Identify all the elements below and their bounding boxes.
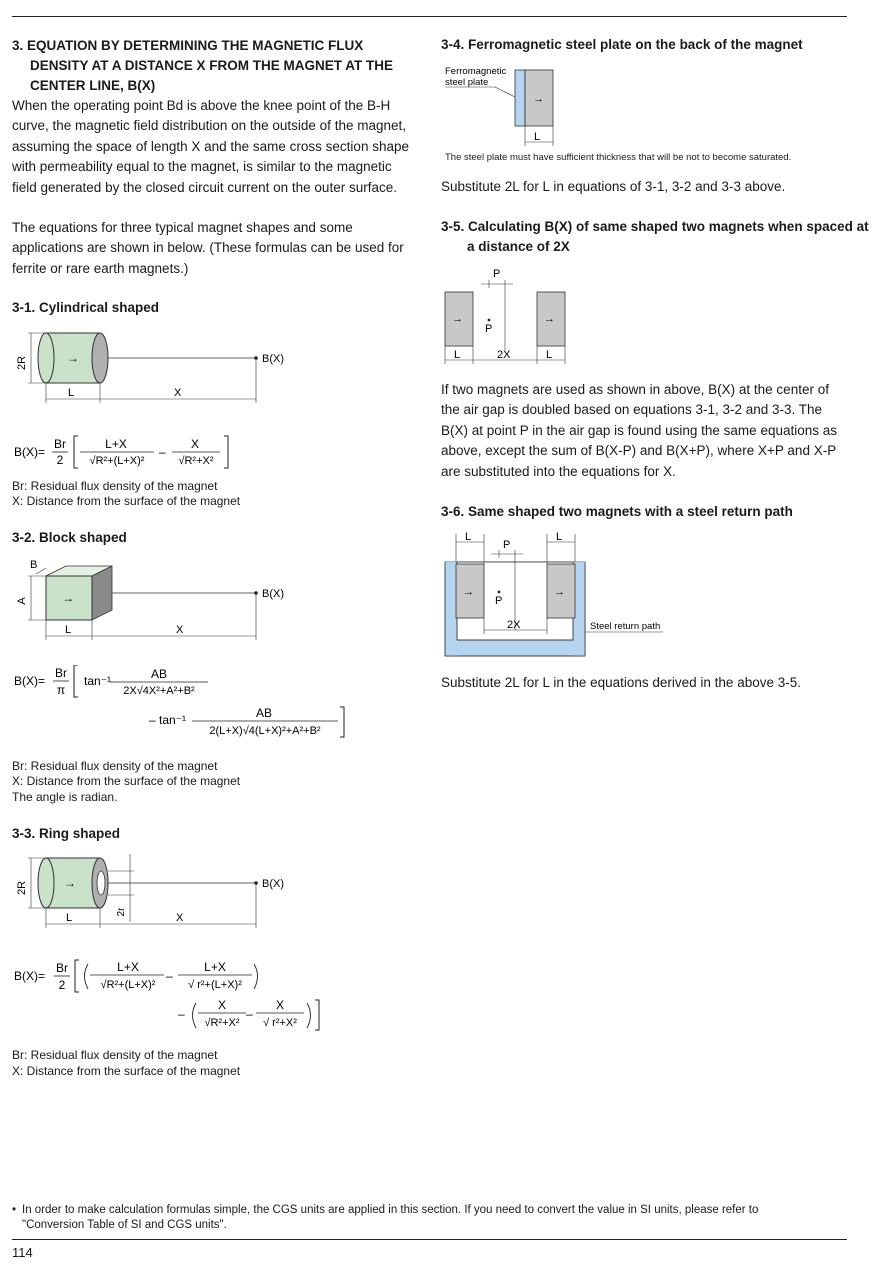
svg-text:2X√4X²+A²+B²: 2X√4X²+A²+B² [123,685,195,697]
svg-text:P: P [493,268,501,280]
diagram-cylinder [12,325,312,405]
svg-text:2X: 2X [497,349,511,361]
arrow-icon: → [533,93,544,105]
heading-3-2: 3-2. Block shaped [12,530,127,545]
footer-note [12,1203,812,1233]
dim-2r: 2R [16,355,28,371]
diagram-return-path [441,528,681,662]
svg-text:X: X [275,998,285,1012]
svg-text:X: X [190,437,200,451]
footer-note-text: In order to make calculation formulas simple, the CGS units are applied in this section. If you need to convert the value in SI units, please refer to "Conversion Table of SI and CGS units". [22,1204,759,1231]
svg-text:2X: 2X [507,619,521,631]
svg-text:Br: Br [55,666,67,680]
note-br-3-3: Br: Residual flux density of the magnet [12,1048,218,1062]
dim-2r-small: 2r [116,907,127,917]
svg-text:L+X: L+X [117,960,139,974]
svg-text:L: L [465,531,472,543]
dim-2r: 2R [16,880,28,896]
svg-text:tan⁻¹: tan⁻¹ [84,674,112,688]
svg-text:X: X [217,998,227,1012]
svg-text:P: P [503,539,511,551]
svg-text:π: π [56,683,66,697]
dim-a: A [16,597,28,605]
svg-text:√ r²+(L+X)²: √ r²+(L+X)² [188,979,242,991]
svg-text:2(L+X)√4(L+X)²+A²+B²: 2(L+X)√4(L+X)²+A²+B² [209,725,321,737]
svg-text:L+X: L+X [105,437,127,451]
bottom-rule [12,1239,847,1240]
page-number: 114 [12,1245,33,1260]
svg-text:L: L [454,349,461,361]
svg-text:√R²+(L+X)²: √R²+(L+X)² [89,455,145,467]
dim-l: L [65,624,72,636]
svg-text:√R²+X²: √R²+X² [178,455,214,467]
equation-3-3 [12,958,342,1033]
arrow-icon: → [64,876,76,890]
intro-paragraph-2: The equations for three typical magnet shapes and some applications are shown in below. (These formulas can be used for ferrite or rare earth magnets.) [12,220,404,276]
s36-text: Substitute 2L for L in the equations derived in the above 3-5. [441,675,801,690]
svg-text:–: – [246,1007,253,1021]
equation-3-2 [12,665,357,740]
svg-text:L: L [556,531,563,543]
note-x-3-2: X: Distance from the surface of the magnet [12,774,241,788]
svg-text:–: – [159,445,166,459]
svg-text:AB: AB [150,667,168,681]
svg-text:L: L [534,131,541,143]
note-angle: The angle is radian. [12,790,118,804]
arrow-icon: → [463,586,474,598]
svg-text:P: P [485,323,493,335]
dim-x: X [176,912,184,924]
bullet: • [12,1204,17,1216]
svg-text:AB: AB [255,706,273,720]
svg-text:√R²+(L+X)²: √R²+(L+X)² [100,979,156,991]
svg-text:Br: Br [56,961,68,975]
svg-text:steel plate: steel plate [445,77,489,88]
dim-b: B [30,559,38,571]
arrow-icon: → [544,313,555,325]
arrow-icon: → [554,586,565,598]
note-br-3-1: Br: Residual flux density of the magnet [12,479,218,493]
svg-text:Steel return path: Steel return path [590,621,661,632]
svg-text:–: – [166,969,173,983]
note-x-3-1: X: Distance from the surface of the magnet [12,494,241,508]
svg-text:L: L [546,349,553,361]
section-title: 3. EQUATION BY DETERMINING THE MAGNETIC FLUX DENSITY AT A DISTANCE X FROM THE MAGNET AT THE CENTER LINE, B(X) [12,38,393,93]
s34-text: Substitute 2L for L in equations of 3-1, 3-2 and 3-3 above. [441,179,786,194]
svg-text:2: 2 [58,978,66,992]
svg-text:P: P [495,595,503,607]
svg-text:– tan⁻¹: – tan⁻¹ [149,713,187,727]
dim-l: L [68,387,75,399]
dim-x: X [174,387,182,399]
heading-3-4: 3-4. Ferromagnetic steel plate on the back of the magnet [441,37,803,52]
note-x-3-3: X: Distance from the surface of the magnet [12,1064,241,1078]
diagram-steel-plate [441,62,641,152]
svg-text:√R²+X²: √R²+X² [204,1017,240,1029]
heading-3-3: 3-3. Ring shaped [12,826,121,841]
bx-label: B(X) [262,353,284,365]
diagram-two-magnets [441,264,581,368]
arrow-icon: → [62,591,74,605]
diagram-ring [12,848,312,930]
diagram-block [12,554,312,644]
bx-label: B(X) [262,878,284,890]
intro-paragraph: When the operating point Bd is above the knee point of the B-H curve, the magnetic field distribution on the outside of the magnet, assuming the space of length X and the same cross section shape with permeability equal to the magnet, is similar to the magnetic field generated by the closed circuit current on the outer surface. [12,98,409,195]
svg-text:B(X)=: B(X)= [14,445,46,459]
top-rule [12,16,847,17]
left-column [12,36,417,279]
dim-x: X [176,624,184,636]
svg-text:Br: Br [54,437,66,451]
steel-plate-caption: The steel plate must have sufficient thickness that will be not to become saturated. [445,152,792,163]
dim-l: L [66,912,73,924]
svg-text:L+X: L+X [204,960,226,974]
s35-text: If two magnets are used as shown in above, B(X) at the center of the air gap is doubled based on equations 3-1, 3-2 and 3-3. The B(X) at point P in the air gap is found using the same equations as above, except the sum of B(X-P) and B(X+P), where X+P and X-P are substituted into the equations for X. [441,382,837,479]
bx-label: B(X) [262,588,284,600]
svg-text:–: – [178,1007,185,1021]
heading-3-6: 3-6. Same shaped two magnets with a steel return path [441,504,793,519]
heading-3-5: 3-5. Calculating B(X) of same shaped two magnets when spaced at a distance of 2X [441,219,869,254]
equation-3-1 [12,432,252,472]
svg-text:Ferromagnetic: Ferromagnetic [445,66,507,77]
svg-text:2: 2 [56,453,64,467]
note-br-3-2: Br: Residual flux density of the magnet [12,759,218,773]
svg-text:B(X)=: B(X)= [14,969,46,983]
arrow-icon: → [67,351,79,365]
heading-3-1: 3-1. Cylindrical shaped [12,300,160,315]
svg-text:B(X)=: B(X)= [14,674,46,688]
arrow-icon: → [452,313,463,325]
svg-text:√ r²+X²: √ r²+X² [263,1017,297,1029]
